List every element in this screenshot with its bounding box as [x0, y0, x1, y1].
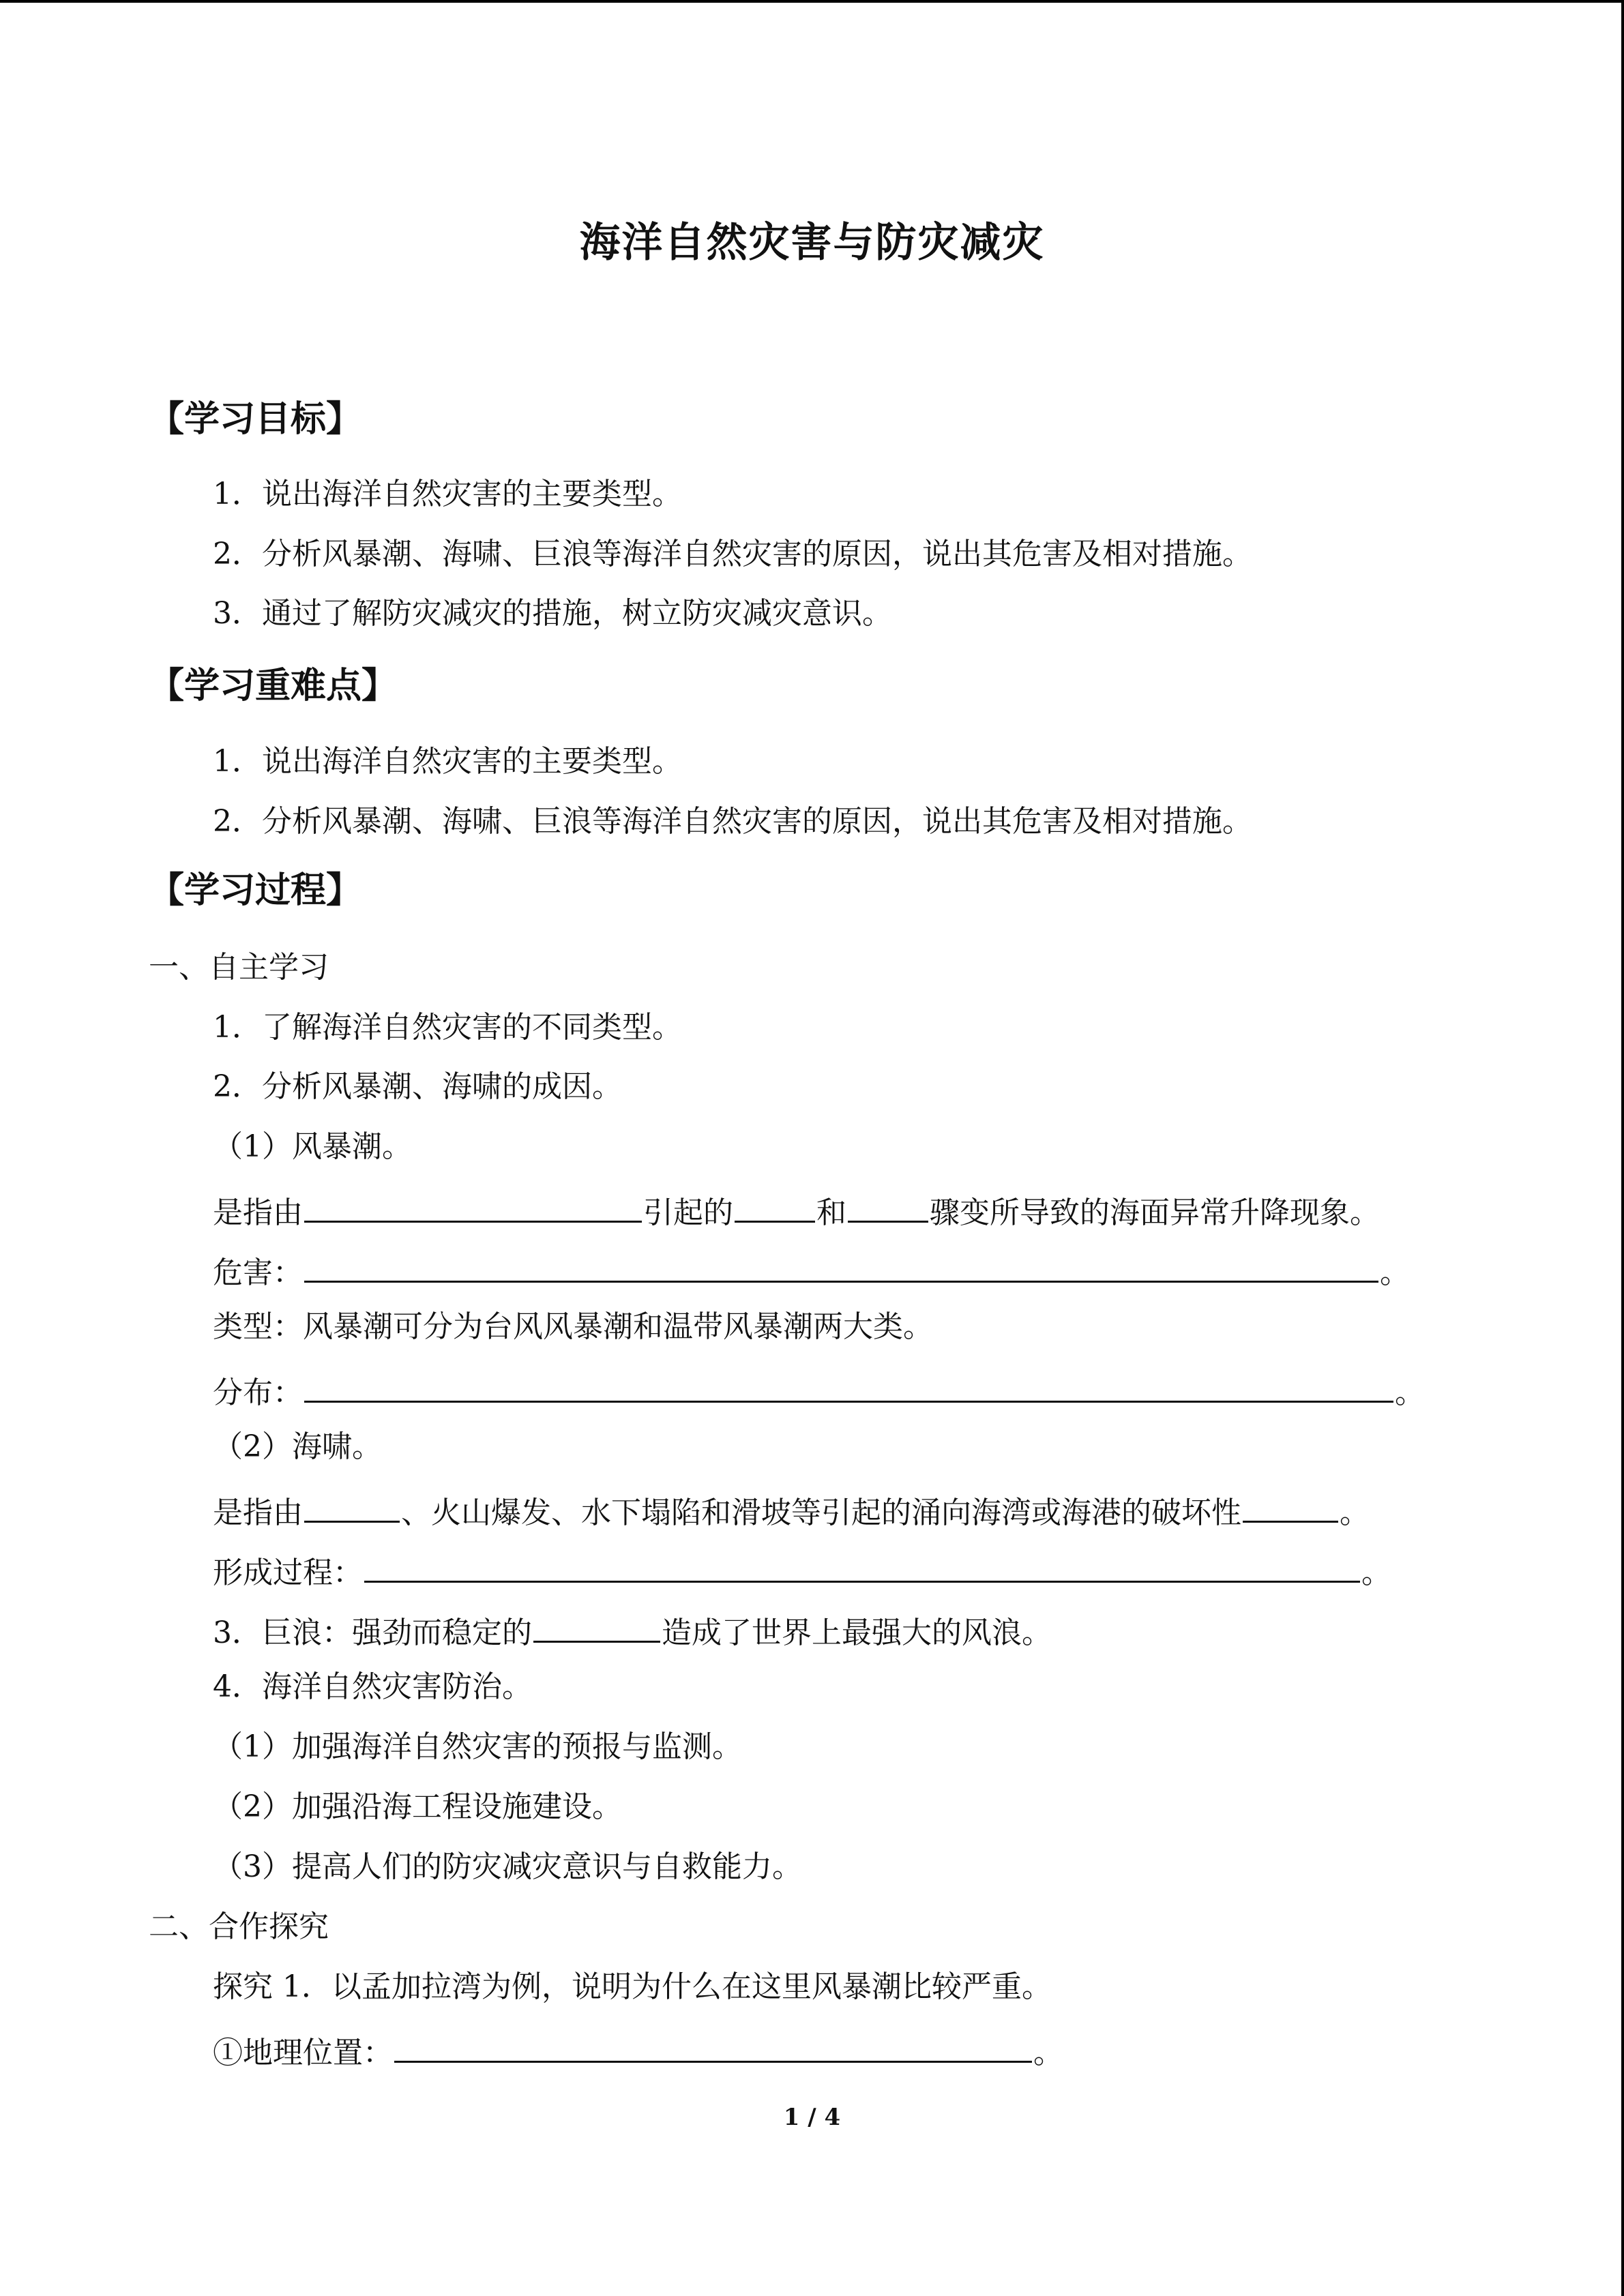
- tsunami-heading: （2）海啸。: [213, 1429, 382, 1464]
- fill-blank[interactable]: [735, 1192, 815, 1223]
- section-objectives: 【学习目标】: [149, 398, 362, 440]
- text: ①地理位置：: [213, 2036, 393, 2070]
- fill-blank[interactable]: [304, 1492, 400, 1523]
- self-study-item-2: 2．分析风暴潮、海啸的成因。: [213, 1069, 622, 1104]
- text: 、火山爆发、水下塌陷和滑坡等引起的涌向海湾或海港的破坏性: [401, 1495, 1241, 1530]
- fill-blank[interactable]: [304, 1192, 642, 1223]
- measure-1: （1）加强海洋自然灾害的预报与监测。: [213, 1729, 742, 1764]
- text: 骤变所导致的海面异常升降现象。: [930, 1195, 1380, 1230]
- tsunami-process: [213, 1552, 1391, 1588]
- text: 造成了世界上最强大的风浪。: [662, 1615, 1052, 1650]
- fill-blank[interactable]: [533, 1612, 660, 1643]
- text: 。: [1361, 1555, 1391, 1590]
- storm-surge-type: 类型：风暴潮可分为台风风暴潮和温带风暴潮两大类。: [213, 1309, 933, 1344]
- text: 3．巨浪：强劲而稳定的: [213, 1615, 532, 1650]
- text: 。: [1395, 1375, 1425, 1410]
- text: 是指由: [213, 1195, 303, 1230]
- storm-surge-distribution: [213, 1372, 1425, 1408]
- self-study-item-4: 4．海洋自然灾害防治。: [213, 1669, 532, 1704]
- self-study-item-1: 1．了解海洋自然灾害的不同类型。: [213, 1010, 682, 1045]
- text: 和: [816, 1195, 846, 1230]
- storm-surge-definition: [213, 1192, 1380, 1228]
- fill-blank[interactable]: [394, 2032, 1032, 2063]
- objective-2: 2．分析风暴潮、海啸、巨浪等海洋自然灾害的原因，说出其危害及相对措施。: [213, 537, 1252, 571]
- fill-blank[interactable]: [1243, 1492, 1338, 1523]
- page-title: 海洋自然灾害与防灾减灾: [579, 219, 1045, 267]
- storm-surge-heading: （1）风暴潮。: [213, 1129, 412, 1164]
- key-point-2: 2．分析风暴潮、海啸、巨浪等海洋自然灾害的原因，说出其危害及相对措施。: [213, 804, 1252, 839]
- text: 。: [1340, 1495, 1370, 1530]
- fill-blank[interactable]: [364, 1552, 1360, 1583]
- page-border-right: [1621, 0, 1624, 2296]
- measure-3: （3）提高人们的防灾减灾意识与自救能力。: [213, 1849, 802, 1884]
- text: 是指由: [213, 1495, 303, 1530]
- objective-1: 1．说出海洋自然灾害的主要类型。: [213, 477, 682, 511]
- page-number: 1 / 4: [783, 2104, 841, 2131]
- geo-location: [213, 2032, 1063, 2068]
- text: 。: [1033, 2036, 1063, 2070]
- section-key-points: 【学习重难点】: [149, 665, 398, 706]
- page-border-top: [0, 0, 1624, 3]
- fill-blank[interactable]: [304, 1372, 1393, 1403]
- self-study-item-3: [213, 1612, 1052, 1648]
- section-process: 【学习过程】: [149, 869, 362, 911]
- coop-heading: 二、合作探究: [149, 1909, 329, 1944]
- inquiry-1: 探究 1．以孟加拉湾为例，说明为什么在这里风暴潮比较严重。: [213, 1969, 1052, 2004]
- text: 引起的: [643, 1195, 733, 1230]
- fill-blank[interactable]: [848, 1192, 928, 1223]
- tsunami-definition: [213, 1492, 1370, 1528]
- fill-blank[interactable]: [304, 1252, 1378, 1283]
- text: 形成过程：: [213, 1555, 363, 1590]
- text: 。: [1380, 1255, 1410, 1290]
- objective-3: 3．通过了解防灾减灾的措施，树立防灾减灾意识。: [213, 596, 892, 631]
- storm-surge-harm: [213, 1252, 1410, 1288]
- measure-2: （2）加强沿海工程设施建设。: [213, 1789, 622, 1824]
- self-study-heading: 一、自主学习: [149, 950, 329, 985]
- text: 危害：: [213, 1255, 303, 1290]
- key-point-1: 1．说出海洋自然灾害的主要类型。: [213, 744, 682, 779]
- text: 分布：: [213, 1375, 303, 1410]
